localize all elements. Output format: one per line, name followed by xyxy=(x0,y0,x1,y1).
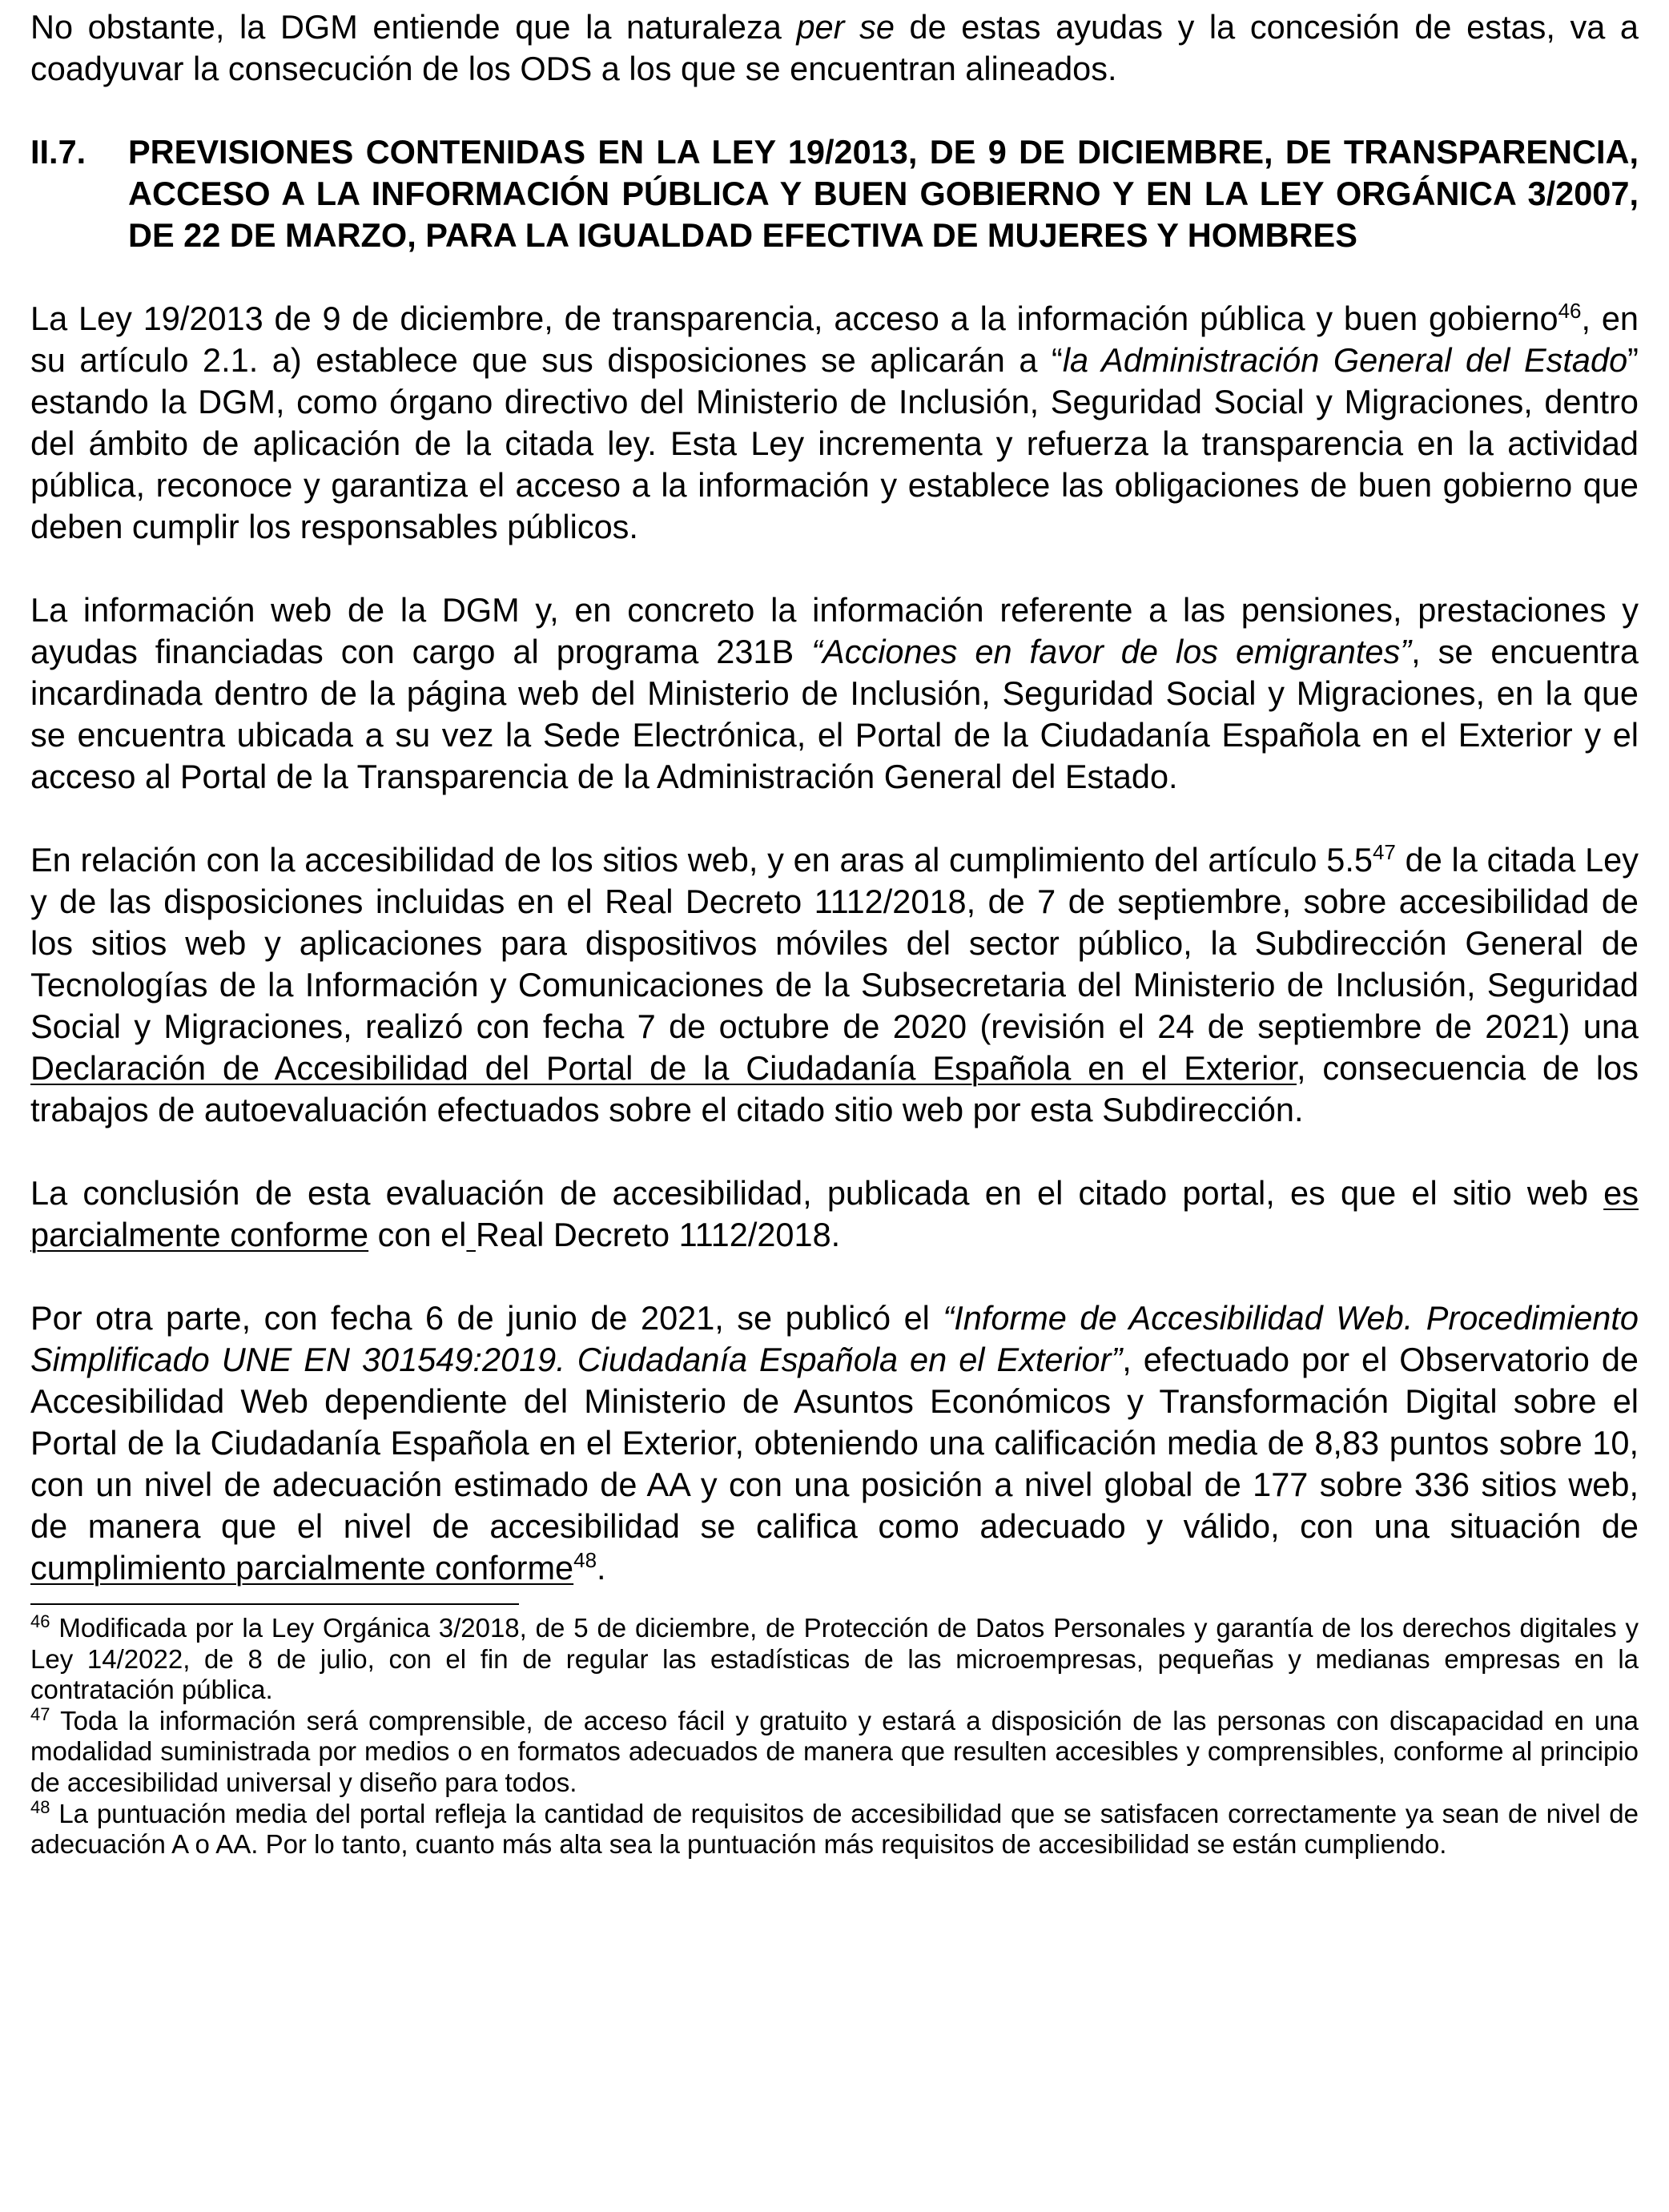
text-run: . xyxy=(597,1549,606,1587)
body-text xyxy=(30,6,1639,1631)
text-run: Por otra parte, con fecha 6 de junio de 2021, se publicó el xyxy=(30,1299,943,1337)
italic-report-title: “Informe de Accesibilidad Web. Procedimiento Simplificado UNE EN 301549:2019. Ciudadanía Española en el Exterior” xyxy=(30,1299,1639,1378)
footnote-47 xyxy=(30,1703,1639,1799)
underlined-space xyxy=(466,1216,476,1253)
footnote-text: La puntuación media del portal refleja la cantidad de requisitos de accesibilidad que se satisfacen correctamente ya sean de nivel de adecuación A o AA. Por lo tanto, cuanto más alta sea la puntuación más requisitos de accesibilidad se están cumpliendo. xyxy=(30,1798,1639,1860)
footnote-ref-47[interactable]: 47 xyxy=(1372,840,1396,865)
italic-term: per se xyxy=(796,8,895,46)
text-run: Real Decreto 1112/2018. xyxy=(475,1216,841,1253)
paragraph-conclusion xyxy=(30,1172,1639,1256)
footnote-text: Modificada por la Ley Orgánica 3/2018, de 5 de diciembre, de Protección de Datos Personales y garantía de los derechos digitales y Ley 14/2022, de 8 de julio, con el fin de regular las estadísticas de las microempresas, pequeñas y medianas empresas en la contratación pública. xyxy=(30,1613,1639,1705)
partially-conformant-link[interactable]: es parcialmente conforme xyxy=(30,1174,1639,1253)
paragraph-dgm-web xyxy=(30,589,1639,798)
section-title: PREVISIONES CONTENIDAS EN LA LEY 19/2013, DE 9 DE DICIEMBRE, DE TRANSPARENCIA, ACCESO A LA INFORMACIÓN PÚBLICA Y BUEN GOBIERNO Y EN LA LEY ORGÁNICA 3/2007, DE 22 DE MARZO, PARA LA IGUALDAD EFECTIVA DE MUJERES Y HOMBRES xyxy=(128,133,1639,254)
text-run: de estas ayudas y la concesión de estas, va a coadyuvar la consecución de los ODS a los que se encuentran alineados. xyxy=(30,8,1639,87)
text-run: La información web de la DGM y, en concreto la información referente a las pensiones, prestaciones y ayudas financiadas con cargo al programa 231B xyxy=(30,591,1639,670)
text-run: de la citada Ley y de las disposiciones incluidas en el Real Decreto 1112/2018, de 7 de septiembre, sobre accesibilidad de los sitios web y aplicaciones para dispositivos móviles del sector público, la Subdirección General de Tecnologías de la Información y Comunicaciones de la Subsecretaria del Ministerio de Inclusión, Seguridad Social y Migraciones, realizó con fecha 7 de octubre de 2020 (revisión el 24 de septiembre de 2021) una xyxy=(30,841,1639,1045)
italic-quote: la Administración General del Estado xyxy=(1062,341,1628,379)
accessibility-declaration-link[interactable]: Declaración de Accesibilidad del Portal de la Ciudadanía Española en el Exterior xyxy=(30,1049,1297,1087)
text-run: , consecuencia de los trabajos de autoevaluación efectuados sobre el citado sitio web por esta Subdirección. xyxy=(30,1049,1639,1128)
text-run: , en su artículo 2.1. a) establece que sus disposiciones se aplicarán a “ xyxy=(30,300,1639,379)
section-number: II.7. xyxy=(30,133,86,171)
text-run: La Ley 19/2013 de 9 de diciembre, de transparencia, acceso a la información pública y buen gobierno xyxy=(30,300,1558,337)
text-run: No obstante, la DGM entiende que la naturaleza xyxy=(30,8,797,46)
text-run: ” estando la DGM, como órgano directivo del Ministerio de Inclusión, Seguridad Social y Migraciones, dentro del ámbito de aplicación de la citada ley. Esta Ley incrementa y refuerza la transparencia en la actividad pública, reconoce y garantiza el acceso a la información y establece las obligaciones de buen gobierno que deben cumplir los responsables públicos. xyxy=(30,341,1639,545)
footnote-ref-46[interactable]: 46 xyxy=(1558,299,1582,324)
section-heading xyxy=(30,131,1639,256)
footnote-46 xyxy=(30,1613,1639,1706)
footnote-number: 46 xyxy=(30,1611,50,1631)
paragraph-report xyxy=(30,1297,1639,1589)
text-run: con el xyxy=(368,1216,467,1253)
paragraph-transparency-law xyxy=(30,298,1639,548)
text-run: La conclusión de esta evaluación de accesibilidad, publicada en el citado portal, es que el sitio web xyxy=(30,1174,1604,1212)
footnote-text: Toda la información será comprensible, de acceso fácil y gratuito y estará a disposición de las personas con discapacidad en una modalidad suministrada por medios o en formatos adecuados de manera que resulten accesibles y comprensibles, conforme al principio de accesibilidad universal y diseño para todos. xyxy=(30,1705,1639,1797)
footnote-number: 47 xyxy=(30,1703,50,1724)
paragraph-accessibility xyxy=(30,839,1639,1131)
text-run: En relación con la accesibilidad de los sitios web, y en aras al cumplimiento del artículo 5.5 xyxy=(30,841,1373,879)
italic-program-name: “Acciones en favor de los emigrantes” xyxy=(811,633,1412,670)
footnote-ref-48[interactable]: 48 xyxy=(573,1548,597,1573)
footnotes xyxy=(30,1613,1639,1860)
intro-paragraph xyxy=(30,6,1639,90)
text-run: , se encuentra incardinada dentro de la página web del Ministerio de Inclusión, Seguridad Social y Migraciones, en la que se encuentra ubicada a su vez la Sede Electrónica, el Portal de la Ciudadanía Española en el Exterior y el acceso al Portal de la Transparencia de la Administración General del Estado. xyxy=(30,633,1639,795)
footnote-48 xyxy=(30,1796,1639,1860)
footnote-number: 48 xyxy=(30,1796,50,1817)
compliance-link[interactable]: cumplimiento parcialmente conforme xyxy=(30,1549,574,1587)
text-run: , efectuado por el Observatorio de Accesibilidad Web dependiente del Ministerio de Asuntos Económicos y Transformación Digital sobre el Portal de la Ciudadanía Española en el Exterior, obteniendo una calificación media de 8,83 puntos sobre 10, con un nivel de adecuación estimado de AA y con una posición a nivel global de 177 sobre 336 sitios web, de manera que el nivel de accesibilidad se califica como adecuado y válido, con una situación de xyxy=(30,1341,1639,1545)
footnote-separator xyxy=(30,1603,519,1605)
